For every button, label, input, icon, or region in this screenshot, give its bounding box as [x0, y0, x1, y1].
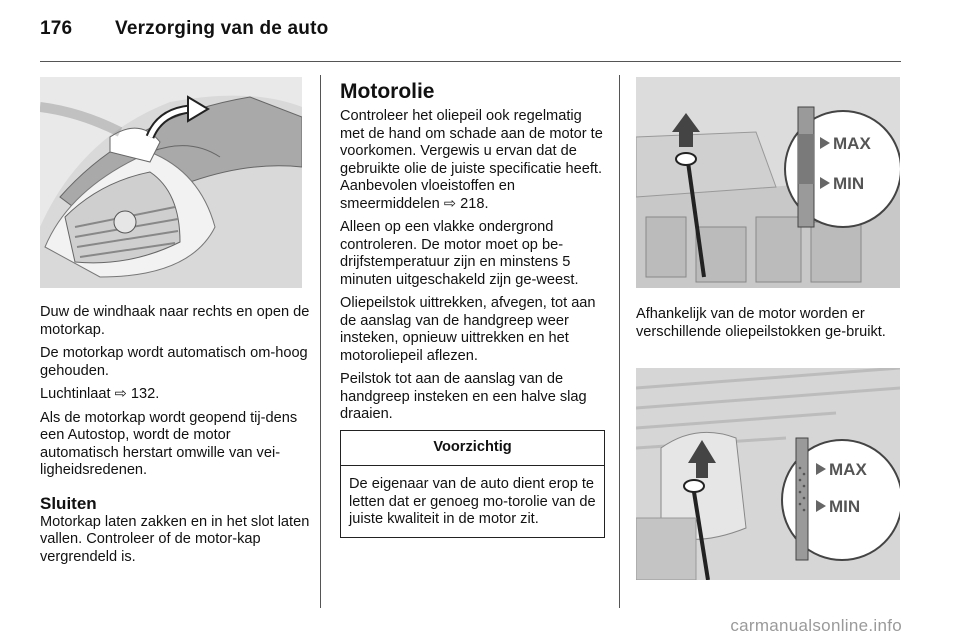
caution-title: Voorzichtig	[341, 431, 604, 467]
page-number: 176	[40, 18, 73, 39]
dipstick-engine-illustration-1	[636, 77, 900, 288]
paragraph: Duw de windhaak naar rechts en open de motorkap.	[40, 304, 310, 338]
watermark: carmanualsonline.info	[730, 616, 902, 635]
column-1	[40, 304, 310, 572]
paragraph: Oliepeilstok uittrekken, afvegen, tot aan de aanslag van de handgreep weer insteken, opnieuw uittrekken en het motoroliepeil aflezen.	[340, 295, 596, 364]
dipstick-engine-illustration-2	[636, 368, 900, 580]
hood-illustration	[40, 77, 302, 288]
page-title: Verzorging van de auto	[115, 18, 329, 39]
section-heading-motorolie: Motorolie	[340, 80, 435, 103]
caution-text: De eigenaar van de auto dient erop te letten dat er genoeg mo-torolie van de juiste kwaliteit in de motor zit.	[349, 476, 596, 527]
column-2	[340, 80, 610, 538]
paragraph: Luchtinlaat ⇨ 132.	[40, 386, 160, 402]
paragraph: Afhankelijk van de motor worden er verschillende oliepeilstokken ge-bruikt.	[636, 306, 886, 340]
column-divider-2	[619, 75, 620, 608]
header-rule	[40, 61, 901, 62]
column-3	[636, 306, 902, 347]
min-label: MIN	[829, 497, 861, 516]
paragraph: Motorkap laten zakken en in het slot laten vallen. Controleer of de motor-kap vergrendeld is.	[40, 513, 310, 565]
paragraph: Peilstok tot aan de aanslag van de handgreep insteken en een halve slag draaien.	[340, 371, 587, 422]
paragraph: Alleen op een vlakke ondergrond controleren. De motor moet op be-drijfstemperatuur zijn en minstens 5 minuten uitgeschakeld zijn ge-weest.	[340, 219, 579, 288]
column-divider-1	[320, 75, 321, 608]
caution-box	[340, 430, 605, 538]
min-label: MIN	[833, 174, 865, 193]
max-label: MAX	[833, 134, 871, 153]
paragraph: De motorkap wordt automatisch om-hoog gehouden.	[40, 345, 308, 379]
paragraph: Als de motorkap wordt geopend tij-dens een Autostop, wordt de motor automatisch herstart omwille van vei-ligheidsredenen.	[40, 409, 298, 478]
paragraph: Controleer het oliepeil ook regelmatig met de hand om schade aan de motor te voorkomen. Vergewis u ervan dat de gebruikte olie de juiste specificatie heeft. Aanbevolen vloeistoffen en smeermiddelen ⇨ 218.	[340, 108, 603, 212]
max-label: MAX	[829, 460, 867, 479]
section-heading-sluiten: Sluiten	[40, 493, 97, 513]
